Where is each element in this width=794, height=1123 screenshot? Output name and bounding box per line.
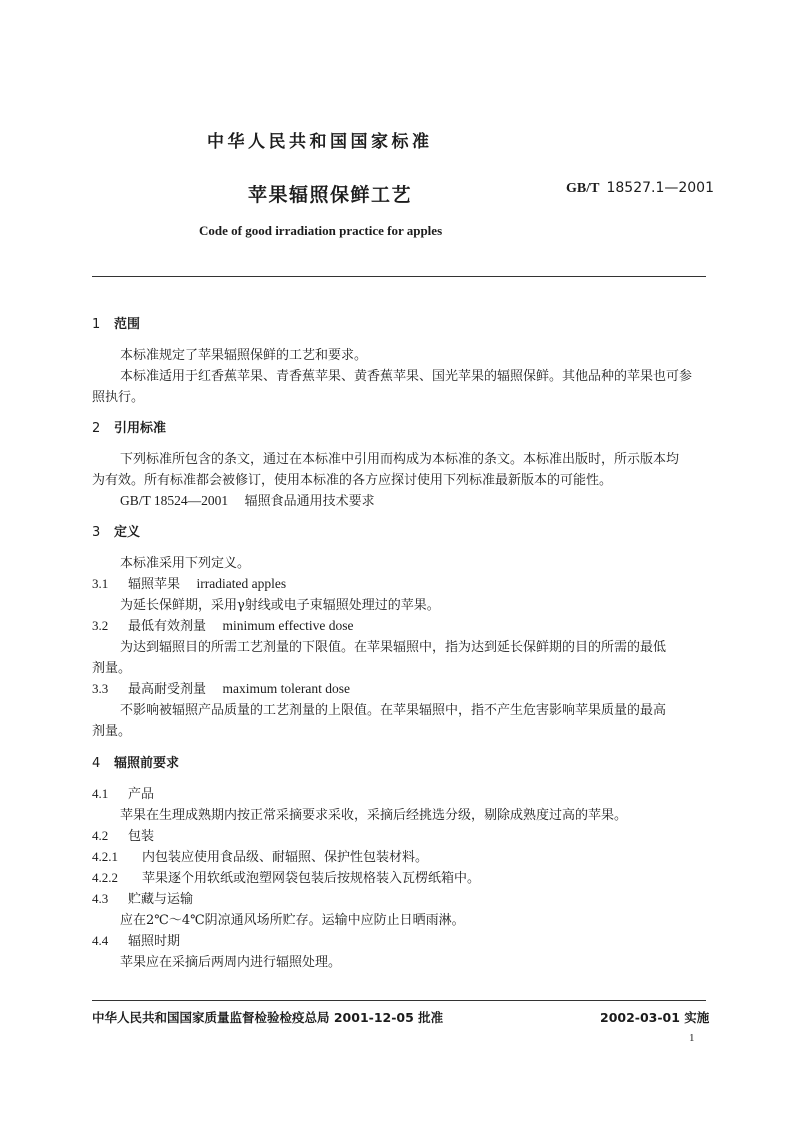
term-en: irradiated apples — [196, 576, 287, 591]
term-definition: 剂量。 — [92, 724, 132, 739]
term-3-1 — [92, 573, 286, 592]
national-standard-header: 中华人民共和国国家标准 — [207, 132, 433, 152]
clause-number: 3.1 — [92, 576, 109, 591]
clause-4-2-1 — [92, 846, 428, 865]
clause-4-2-2 — [92, 867, 480, 886]
section-3-heading — [92, 521, 140, 540]
clause-4-2 — [92, 825, 154, 844]
section-1-heading — [92, 313, 140, 332]
header-divider — [92, 276, 706, 277]
clause-number: 3.2 — [92, 618, 109, 633]
clause-number: 4.4 — [92, 933, 109, 948]
term-en: maximum tolerant dose — [222, 681, 351, 696]
clause-text: 内包装应使用食品级、耐辐照、保护性包装材料。 — [142, 850, 429, 865]
section-title: 引用标准 — [114, 421, 167, 436]
approval-notice: 中华人民共和国国家质量监督检验检疫总局 2001-12-05 批准 — [92, 1010, 444, 1025]
clause-4-4 — [92, 930, 180, 949]
term-3-3 — [92, 678, 350, 697]
document-title-cn: 苹果辐照保鲜工艺 — [248, 184, 413, 206]
paragraph: 应在2℃～4℃阴凉通风场所贮存。运输中应防止日晒雨淋。 — [120, 913, 465, 928]
section-number: 2 — [92, 421, 101, 436]
paragraph: 本标准采用下列定义。 — [120, 556, 251, 571]
paragraph: 下列标准所包含的条文，通过在本标准中引用而构成为本标准的条文。本标准出版时，所示版本均 — [120, 452, 680, 467]
clause-number: 4.2.1 — [92, 849, 118, 864]
clause-number: 4.1 — [92, 786, 109, 801]
clause-title: 产品 — [128, 787, 155, 802]
clause-title: 包装 — [128, 829, 155, 844]
term-definition: 不影响被辐照产品质量的工艺剂量的上限值。在苹果辐照中，指不产生危害影响苹果质量的最高 — [120, 703, 667, 718]
term-definition: 为达到辐照目的所需工艺剂量的下限值。在苹果辐照中，指为达到延长保鲜期的目的所需的最低 — [120, 640, 667, 655]
term-cn: 最低有效剂量 — [128, 619, 207, 634]
reference-title: 辐照食品通用技术要求 — [244, 494, 375, 509]
effective-date: 2002-03-01 实施 — [600, 1010, 710, 1025]
term-3-2 — [92, 615, 354, 634]
clause-number: 4.2 — [92, 828, 109, 843]
paragraph: 苹果应在采摘后两周内进行辐照处理。 — [120, 955, 342, 970]
clause-4-1 — [92, 783, 154, 802]
reference-entry — [120, 490, 375, 509]
term-definition: 为延长保鲜期，采用γ射线或电子束辐照处理过的苹果。 — [120, 598, 440, 613]
paragraph: 照执行。 — [92, 390, 145, 405]
section-title: 辐照前要求 — [114, 756, 180, 771]
footer-divider — [92, 1000, 706, 1001]
clause-title: 辐照时期 — [128, 934, 181, 949]
paragraph: 苹果在生理成熟期内按正常采摘要求采收，采摘后经挑选分级，剔除成熟度过高的苹果。 — [120, 808, 628, 823]
clause-text: 苹果逐个用软纸或泡塑网袋包装后按规格装入瓦楞纸箱中。 — [142, 871, 481, 886]
section-title: 定义 — [114, 525, 141, 540]
term-en: minimum effective dose — [222, 618, 354, 633]
reference-code: GB/T 18524—2001 — [120, 493, 229, 508]
clause-title: 贮藏与运输 — [128, 892, 194, 907]
paragraph: 本标准适用于红香蕉苹果、青香蕉苹果、黄香蕉苹果、国光苹果的辐照保鲜。其他品种的苹果也可参 — [120, 369, 693, 384]
section-4-heading — [92, 752, 179, 771]
section-title: 范围 — [114, 317, 141, 332]
clause-number: 4.3 — [92, 891, 109, 906]
section-number: 3 — [92, 525, 101, 540]
paragraph: 为有效。所有标准都会被修订，使用本标准的各方应探讨使用下列标准最新版本的可能性。 — [92, 473, 613, 488]
section-number: 4 — [92, 756, 101, 771]
term-definition: 剂量。 — [92, 661, 132, 676]
clause-number: 3.3 — [92, 681, 109, 696]
section-2-heading — [92, 417, 166, 436]
standard-code-number: 18527.1—2001 — [606, 180, 714, 196]
clause-4-3 — [92, 888, 193, 907]
paragraph: 本标准规定了苹果辐照保鲜的工艺和要求。 — [120, 348, 368, 363]
standard-code — [566, 180, 714, 197]
section-number: 1 — [92, 317, 101, 332]
document-title-en: Code of good irradiation practice for apples — [199, 223, 443, 238]
clause-number: 4.2.2 — [92, 870, 118, 885]
term-cn: 辐照苹果 — [128, 577, 181, 592]
standard-code-prefix: GB/T — [566, 181, 600, 196]
term-cn: 最高耐受剂量 — [128, 682, 207, 697]
page-number: 1 — [689, 1032, 695, 1044]
